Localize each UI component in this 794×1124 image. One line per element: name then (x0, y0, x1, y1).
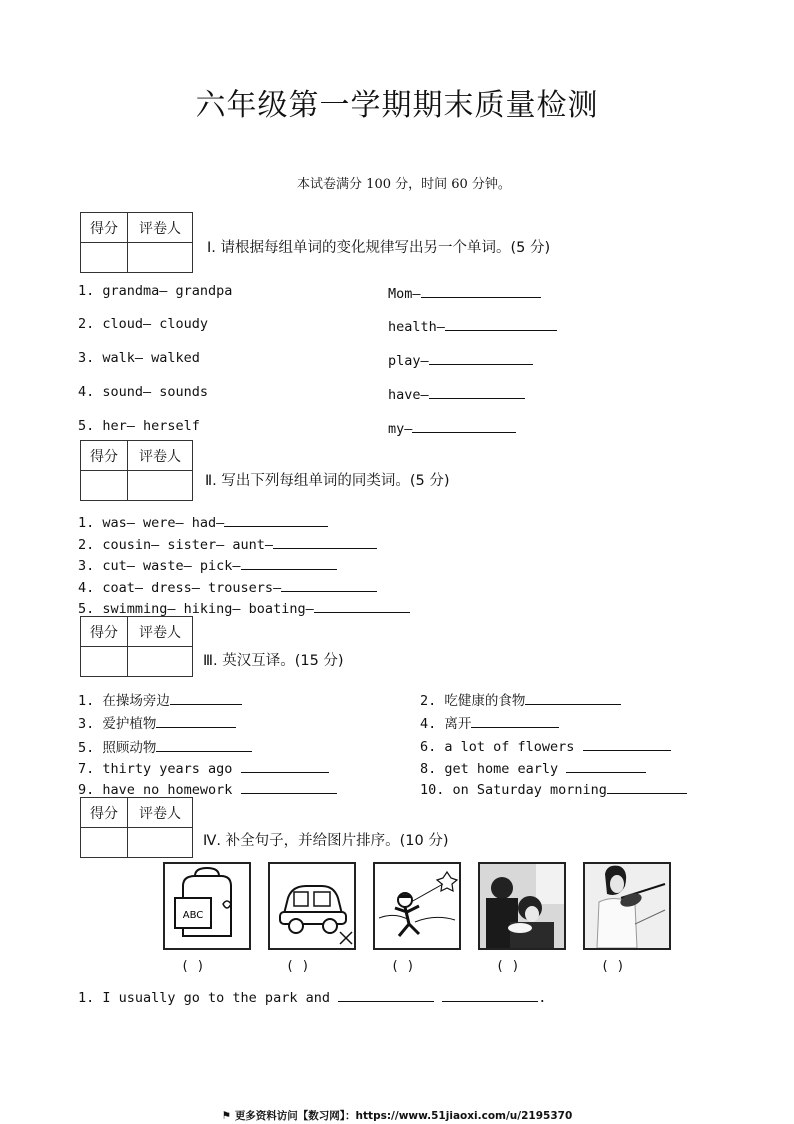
grader-cell (128, 471, 193, 501)
answer-blank[interactable] (156, 713, 236, 728)
s1-item-3-left: 3. walk— walked (78, 350, 200, 366)
sentence-end-mark: . (538, 990, 547, 1006)
score-label: 得分 (81, 617, 128, 647)
cooking-photo (478, 862, 566, 950)
s1-item-4-left: 4. sound— sounds (78, 384, 209, 400)
answer-blank[interactable] (429, 384, 525, 399)
s3-item-10: 10. on Saturday morning (420, 782, 607, 798)
answer-blank[interactable] (583, 736, 671, 751)
answer-blank[interactable] (412, 418, 516, 433)
answer-blank[interactable] (566, 758, 646, 773)
grader-label: 评卷人 (128, 798, 193, 828)
order-blank-4[interactable]: ( ) (496, 959, 520, 974)
s3-item-2: 2. 吃健康的食物 (420, 693, 526, 709)
score-label: 得分 (81, 213, 128, 243)
answer-blank[interactable] (525, 690, 621, 705)
s1-item-4-right: have— (388, 387, 429, 403)
s3-item-5: 5. 照顾动物 (78, 740, 157, 756)
flag-icon: ⚑ (221, 1110, 232, 1122)
answer-blank[interactable] (429, 350, 533, 365)
section-3-heading: Ⅲ. 英汉互译。(15 分) (203, 653, 344, 669)
footer-text: 更多资料访问【数习网】：https://www.51jiaoxi.com/u/2195370 (234, 1110, 573, 1122)
score-box-2 (80, 440, 193, 501)
answer-blank[interactable] (241, 555, 337, 570)
s3-item-3: 3. 爱护植物 (78, 716, 157, 732)
order-blank-5[interactable]: ( ) (601, 959, 625, 974)
answer-blank[interactable] (421, 283, 541, 298)
s3-item-4: 4. 离开 (420, 716, 472, 732)
section-4-heading: Ⅳ. 补全句子，并给图片排序。(10 分) (203, 833, 449, 849)
s1-item-1-right: Mom— (388, 286, 421, 302)
s3-item-7: 7. thirty years ago (78, 761, 233, 777)
s1-item-3-right: play— (388, 353, 429, 369)
answer-blank[interactable] (471, 713, 559, 728)
answer-blank[interactable] (273, 534, 377, 549)
s2-item-1: 1. was— were— had— (78, 515, 225, 531)
car-picture (268, 862, 356, 950)
footer-link[interactable] (0, 1108, 794, 1123)
s2-item-4: 4. coat— dress— trousers— (78, 580, 282, 596)
answer-blank[interactable] (241, 779, 337, 794)
violin-photo (583, 862, 671, 950)
s2-item-5: 5. swimming— hiking— boating— (78, 601, 314, 617)
score-label: 得分 (81, 441, 128, 471)
section-2-heading: Ⅱ. 写出下列每组单词的同类词。(5 分) (205, 473, 450, 489)
exam-subtitle: 本试卷满分 100 分，时间 60 分钟。 (297, 177, 511, 192)
answer-blank[interactable] (156, 737, 252, 752)
score-cell (81, 647, 128, 677)
s3-item-8: 8. get home early (420, 761, 559, 777)
s1-item-5-left: 5. her— herself (78, 418, 200, 434)
order-blank-1[interactable]: ( ) (181, 959, 205, 974)
section-1-heading: Ⅰ. 请根据每组单词的变化规律写出另一个单词。(5 分) (207, 240, 551, 256)
grader-label: 评卷人 (128, 617, 193, 647)
schoolbag-picture (163, 862, 251, 950)
s3-item-9: 9. have no homework (78, 782, 233, 798)
grader-label: 评卷人 (128, 441, 193, 471)
score-label: 得分 (81, 798, 128, 828)
grader-label: 评卷人 (128, 213, 193, 243)
answer-blank[interactable] (170, 690, 242, 705)
s4-sentence-1: 1. I usually go to the park and (78, 990, 330, 1006)
score-cell (81, 471, 128, 501)
bag-label: ABC (182, 910, 204, 921)
answer-blank[interactable] (314, 598, 410, 613)
s1-item-1-left: 1. grandma— grandpa (78, 283, 233, 299)
score-box-1 (80, 212, 193, 273)
answer-blank[interactable] (241, 758, 329, 773)
score-box-4 (80, 797, 193, 858)
score-cell (81, 243, 128, 273)
page-title: 六年级第一学期期末质量检测 (195, 88, 599, 123)
grader-cell (128, 647, 193, 677)
answer-blank[interactable] (607, 779, 687, 794)
s1-item-2-right: health— (388, 319, 445, 335)
answer-blank[interactable] (442, 987, 538, 1002)
order-blank-2[interactable]: ( ) (286, 959, 310, 974)
kite-boy-picture (373, 862, 461, 950)
order-blank-3[interactable]: ( ) (391, 959, 415, 974)
score-cell (81, 828, 128, 858)
s3-item-6: 6. a lot of flowers (420, 739, 575, 755)
answer-blank[interactable] (224, 512, 328, 527)
s3-item-1: 1. 在操场旁边 (78, 693, 170, 709)
score-box-3 (80, 616, 193, 677)
s1-item-5-right: my— (388, 421, 413, 437)
grader-cell (128, 828, 193, 858)
answer-blank[interactable] (338, 987, 434, 1002)
s1-item-2-left: 2. cloud— cloudy (78, 316, 209, 332)
s2-item-3: 3. cut— waste— pick— (78, 558, 241, 574)
answer-blank[interactable] (281, 577, 377, 592)
s2-item-2: 2. cousin— sister— aunt— (78, 537, 274, 553)
answer-blank[interactable] (445, 316, 557, 331)
grader-cell (128, 243, 193, 273)
